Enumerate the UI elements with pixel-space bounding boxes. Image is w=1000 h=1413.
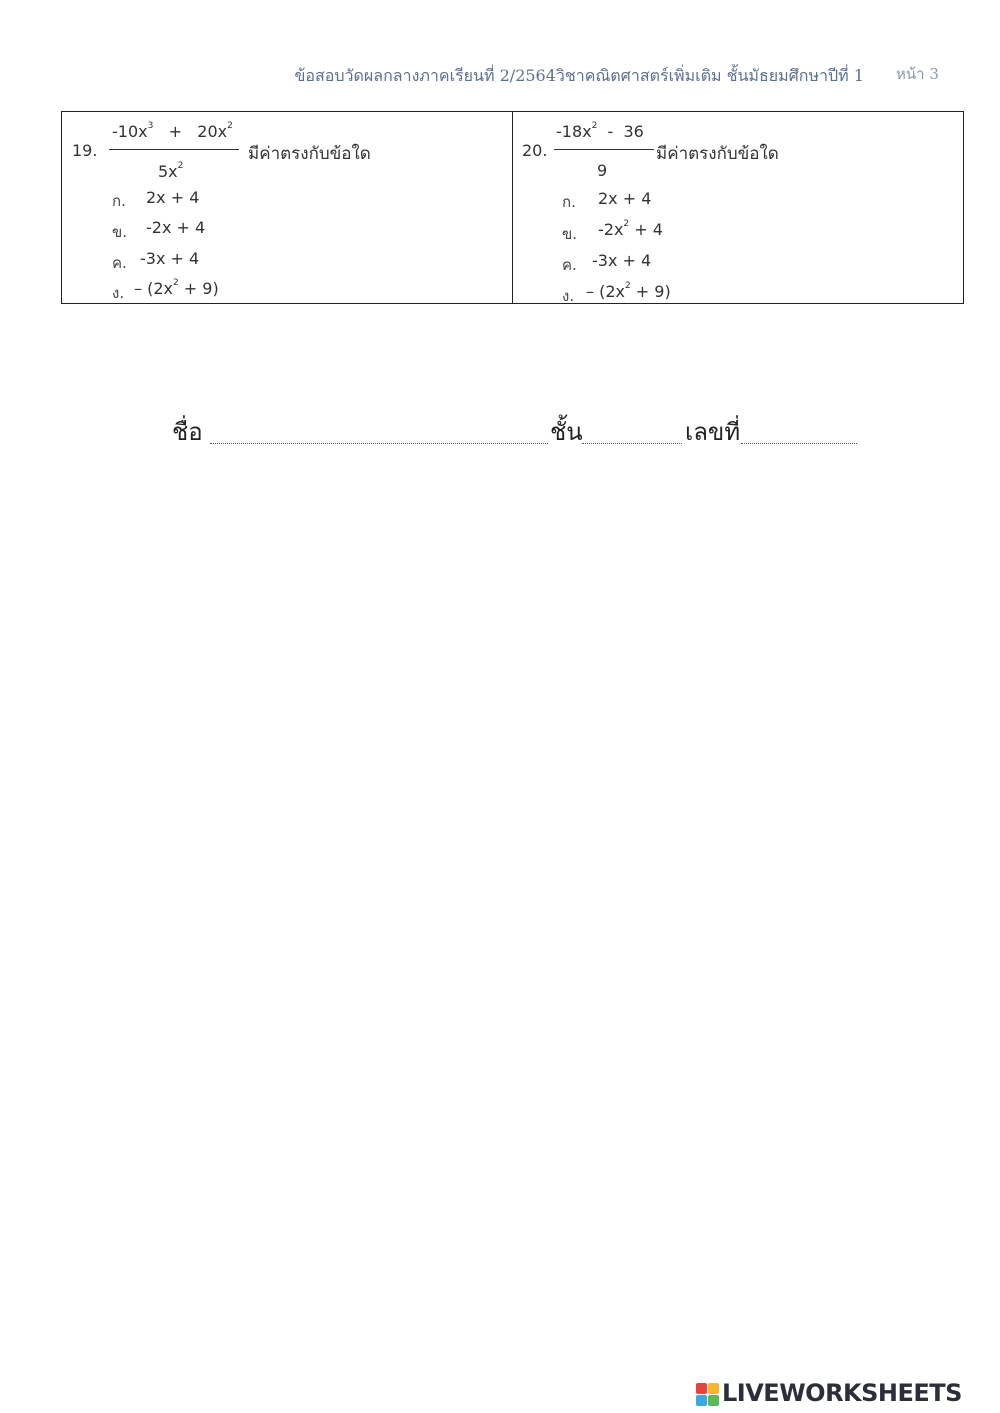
option-d-part: – (2x [134, 279, 173, 298]
liveworksheets-brand [696, 1379, 996, 1411]
question-20 [514, 112, 963, 303]
option-c-text[interactable]: -3x + 4 [592, 251, 652, 270]
number-label: เลขที่ [685, 418, 741, 446]
option-b-part: -2x [598, 220, 624, 239]
exam-title: ข้อสอบวัดผลกลางภาคเรียนที่ 2/2564วิชาคณิตศาสตร์เพิ่มเติม ชั้นมัธยมศึกษาปีที่ 1 [294, 66, 864, 85]
question-number: 20. [522, 141, 548, 160]
liveworksheets-logo-icon [696, 1383, 720, 1407]
numerator-term-b: 36 [623, 122, 644, 141]
option-letter: ก. [562, 193, 576, 211]
number-field[interactable] [741, 443, 857, 444]
option-a-text[interactable]: 2x + 4 [146, 188, 200, 207]
option-a-text[interactable]: 2x + 4 [598, 189, 652, 208]
option-letter: ก. [112, 192, 126, 210]
option-b-text[interactable] [598, 220, 663, 239]
column-divider [512, 112, 513, 303]
exponent: 2 [591, 121, 598, 131]
student-info-row [0, 412, 1000, 452]
question-19 [62, 112, 512, 303]
page-header [0, 62, 1000, 90]
logo-square [708, 1383, 719, 1394]
question-number: 19. [72, 141, 98, 160]
question-prompt: มีค่าตรงกับข้อใด [248, 144, 371, 164]
numerator-term-a: -10x [112, 122, 148, 141]
numerator-term-b: 20x [197, 122, 228, 141]
option-letter: ค. [562, 256, 577, 274]
exponent: 2 [623, 219, 630, 229]
class-field[interactable] [582, 443, 682, 444]
exponent: 2 [227, 121, 233, 131]
fraction-bar [109, 149, 239, 150]
option-letter: ข. [112, 223, 128, 241]
question-table [61, 111, 964, 304]
numerator [556, 122, 644, 141]
numerator-term-a: -18x [556, 122, 592, 141]
numerator [112, 122, 233, 141]
option-d-part: + 9) [630, 282, 671, 301]
logo-square [696, 1383, 707, 1394]
exponent: 3 [147, 121, 154, 131]
name-label: ชื่อ [172, 418, 203, 446]
option-letter: ค. [112, 254, 127, 272]
denominator [158, 162, 183, 181]
fraction-bar [554, 149, 654, 150]
option-d-text[interactable] [586, 282, 671, 301]
exponent: 2 [177, 161, 184, 171]
option-letter: ง. [112, 284, 125, 302]
option-b-text[interactable]: -2x + 4 [146, 218, 206, 237]
exponent: 2 [624, 281, 631, 291]
denominator-term: 5x [158, 162, 178, 181]
name-field[interactable] [210, 443, 548, 444]
brand-wordmark: LIVEWORKSHEETS [722, 1379, 962, 1407]
option-b-part: + 4 [629, 220, 663, 239]
class-label: ชั้น [550, 418, 583, 446]
option-letter: ง. [562, 287, 575, 305]
option-d-part: + 9) [178, 279, 219, 298]
exponent: 2 [172, 278, 179, 288]
operator: + [168, 122, 183, 141]
logo-square [708, 1395, 719, 1406]
question-prompt: มีค่าตรงกับข้อใด [656, 144, 779, 164]
logo-square [696, 1395, 707, 1406]
option-d-text[interactable] [134, 279, 219, 298]
option-d-part: – (2x [586, 282, 625, 301]
option-letter: ข. [562, 225, 578, 243]
denominator: 9 [597, 161, 608, 180]
operator: - [607, 122, 614, 141]
page-number: หน้า 3 [896, 65, 939, 83]
option-c-text[interactable]: -3x + 4 [140, 249, 200, 268]
